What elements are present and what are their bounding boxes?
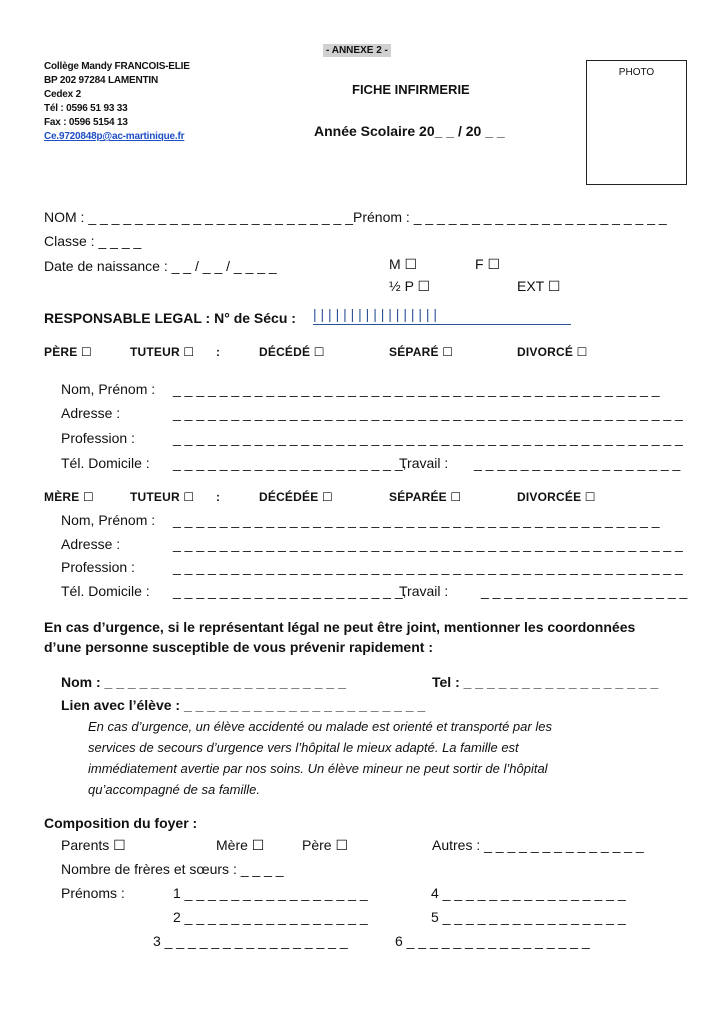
urgence-instructions-line2: d’une personne susceptible de vous prévenir rapidement : — [44, 639, 433, 655]
urgence-lien-field[interactable]: Lien avec l’élève : _ _ _ _ _ _ _ _ _ _ _ _ _ _ _ _ _ _ _ _ _ — [61, 697, 426, 713]
pere-checkbox[interactable]: PÈRE ☐ — [44, 345, 92, 359]
sex-f-checkbox[interactable]: F ☐ — [475, 256, 500, 272]
foyer-pere-checkbox[interactable]: Père ☐ — [302, 837, 349, 853]
secu-number-field[interactable]: | | | | | | | | | | | | | | | | | — [313, 306, 438, 322]
pere-colon: : — [216, 345, 221, 359]
sex-m-checkbox[interactable]: M ☐ — [389, 256, 418, 272]
prenom-3-field[interactable]: 3 _ _ _ _ _ _ _ _ _ _ _ _ _ _ _ _ — [153, 933, 348, 949]
foyer-autres-field[interactable]: Autres : _ _ _ _ _ _ _ _ _ _ _ _ _ _ — [432, 837, 644, 853]
school-email-link[interactable]: Ce.9720848p@ac-martinique.fr — [44, 131, 185, 142]
school-fax: Fax : 0596 5154 13 — [44, 117, 128, 128]
school-address: BP 202 97284 LAMENTIN — [44, 75, 158, 86]
mere-divorce-checkbox[interactable]: DIVORCÉE ☐ — [517, 490, 596, 504]
foyer-title: Composition du foyer : — [44, 815, 198, 831]
prenom-field[interactable]: Prénom : _ _ _ _ _ _ _ _ _ _ _ _ _ _ _ _ _ _ _ _ _ _ — [353, 209, 667, 225]
school-year: Année Scolaire 20_ _ / 20 _ _ — [314, 123, 505, 139]
pere-adresse-label: Adresse : — [61, 405, 121, 421]
mere-adresse-field[interactable]: _ _ _ _ _ _ _ _ _ _ _ _ _ _ _ _ _ _ _ _ _ _ _ _ _ _ _ _ _ _ _ _ _ _ _ _ _ _ _ _ _ _ _ _ — [173, 536, 683, 552]
mere-tel-label: Tél. Domicile : — [61, 583, 150, 599]
foyer-parents-checkbox[interactable]: Parents ☐ — [61, 837, 126, 853]
pere-separe-checkbox[interactable]: SÉPARÉ ☐ — [389, 345, 454, 359]
prenom-2-field[interactable]: 2 _ _ _ _ _ _ _ _ _ _ _ _ _ _ _ _ — [173, 909, 368, 925]
photo-label: PHOTO — [618, 67, 655, 78]
pere-tuteur-checkbox[interactable]: TUTEUR ☐ — [130, 345, 195, 359]
urgence-note-line: services de secours d’urgence vers l’hôpital le mieux adapté. La famille est — [88, 740, 519, 755]
pere-profession-field[interactable]: _ _ _ _ _ _ _ _ _ _ _ _ _ _ _ _ _ _ _ _ _ _ _ _ _ _ _ _ _ _ _ _ _ _ _ _ _ _ _ _ _ _ _ _ — [173, 430, 683, 446]
pere-decede-checkbox[interactable]: DÉCÉDÉ ☐ — [259, 345, 325, 359]
pere-tel-label: Tél. Domicile : — [61, 455, 150, 471]
mere-profession-label: Profession : — [61, 559, 135, 575]
mere-nom-field[interactable]: _ _ _ _ _ _ _ _ _ _ _ _ _ _ _ _ _ _ _ _ _ _ _ _ _ _ _ _ _ _ _ _ _ _ _ _ _ _ _ _ _ _ — [173, 512, 660, 528]
urgence-note — [88, 716, 552, 800]
foyer-mere-checkbox[interactable]: Mère ☐ — [216, 837, 265, 853]
mere-travail-field[interactable]: _ _ _ _ _ _ _ _ _ _ _ _ _ _ _ _ _ _ — [481, 583, 688, 599]
dob-field[interactable]: Date de naissance : _ _ / _ _ / _ _ _ _ — [44, 258, 277, 274]
pere-tel-field[interactable]: _ _ _ _ _ _ _ _ _ _ _ _ _ _ _ _ _ _ _ _, — [173, 455, 407, 471]
pere-divorce-checkbox[interactable]: DIVORCÉ ☐ — [517, 345, 588, 359]
form-title: FICHE INFIRMERIE — [352, 82, 470, 97]
responsable-label: RESPONSABLE LEGAL : N° de Sécu : — [44, 310, 296, 326]
annexe-label: - ANNEXE 2 - — [323, 44, 391, 57]
urgence-note-line: En cas d’urgence, un élève accidenté ou malade est orienté et transporté par les — [88, 719, 552, 734]
urgence-instructions-line1: En cas d’urgence, si le représentant légal ne peut être joint, mentionner les coordonnées — [44, 619, 636, 635]
mere-adresse-label: Adresse : — [61, 536, 121, 552]
prenom-4-field[interactable]: 4 _ _ _ _ _ _ _ _ _ _ _ _ _ _ _ _ — [431, 885, 626, 901]
urgence-note-line: immédiatement avertie par nos soins. Un élève mineur ne peut sortir de l’hôpital — [88, 761, 548, 776]
mere-nom-label: Nom, Prénom : — [61, 512, 156, 528]
pere-nom-field[interactable]: _ _ _ _ _ _ _ _ _ _ _ _ _ _ _ _ _ _ _ _ _ _ _ _ _ _ _ _ _ _ _ _ _ _ _ _ _ _ _ _ _ _ — [173, 381, 660, 397]
mere-checkbox[interactable]: MÈRE ☐ — [44, 490, 94, 504]
prenom-6-field[interactable]: 6 _ _ _ _ _ _ _ _ _ _ _ _ _ _ _ _ — [395, 933, 590, 949]
ext-checkbox[interactable]: EXT ☐ — [517, 278, 561, 294]
mere-colon: : — [216, 490, 221, 504]
nom-field[interactable]: NOM : _ _ _ _ _ _ _ _ _ _ _ _ _ _ _ _ _ _ _ _ _ _ _ — [44, 209, 353, 225]
classe-field[interactable]: Classe : _ _ _ _ — [44, 233, 142, 249]
pere-profession-label: Profession : — [61, 430, 135, 446]
school-cedex: Cedex 2 — [44, 89, 81, 100]
half-board-checkbox[interactable]: ½ P ☐ — [389, 278, 431, 294]
mere-tel-field[interactable]: _ _ _ _ _ _ _ _ _ _ _ _ _ _ _ _ _ _ _ _, — [173, 583, 407, 599]
secu-underline — [313, 324, 571, 325]
pere-travail-field[interactable]: _ _ _ _ _ _ _ _ _ _ _ _ _ _ _ _ _ _ — [474, 455, 681, 471]
mere-decede-checkbox[interactable]: DÉCÉDÉE ☐ — [259, 490, 333, 504]
mere-tuteur-checkbox[interactable]: TUTEUR ☐ — [130, 490, 195, 504]
school-name: Collège Mandy FRANCOIS-ELIE — [44, 61, 190, 72]
photo-box[interactable] — [586, 60, 687, 185]
prenom-1-field[interactable]: 1 _ _ _ _ _ _ _ _ _ _ _ _ _ _ _ _ — [173, 885, 368, 901]
school-info — [44, 60, 190, 144]
mere-travail-label: Travail : — [399, 583, 449, 599]
mere-profession-field[interactable]: _ _ _ _ _ _ _ _ _ _ _ _ _ _ _ _ _ _ _ _ _ _ _ _ _ _ _ _ _ _ _ _ _ _ _ _ _ _ _ _ _ _ _ _ — [173, 559, 683, 575]
foyer-prenoms-label: Prénoms : — [61, 885, 125, 901]
urgence-nom-field[interactable]: Nom : _ _ _ _ _ _ _ _ _ _ _ _ _ _ _ _ _ _ _ _ _ — [61, 674, 346, 690]
urgence-note-line: qu’accompagné de sa famille. — [88, 782, 260, 797]
pere-adresse-field[interactable]: _ _ _ _ _ _ _ _ _ _ _ _ _ _ _ _ _ _ _ _ _ _ _ _ _ _ _ _ _ _ _ _ _ _ _ _ _ _ _ _ _ _ _ _ — [173, 405, 683, 421]
school-tel: Tél : 0596 51 93 33 — [44, 103, 128, 114]
foyer-freres-field[interactable]: Nombre de frères et sœurs : _ _ _ _ — [61, 861, 284, 877]
mere-separe-checkbox[interactable]: SÉPARÉE ☐ — [389, 490, 462, 504]
pere-travail-label: Travail : — [399, 455, 449, 471]
prenom-5-field[interactable]: 5 _ _ _ _ _ _ _ _ _ _ _ _ _ _ _ _ — [431, 909, 626, 925]
pere-nom-label: Nom, Prénom : — [61, 381, 156, 397]
urgence-tel-field[interactable]: Tel : _ _ _ _ _ _ _ _ _ _ _ _ _ _ _ _ _ — [432, 674, 659, 690]
